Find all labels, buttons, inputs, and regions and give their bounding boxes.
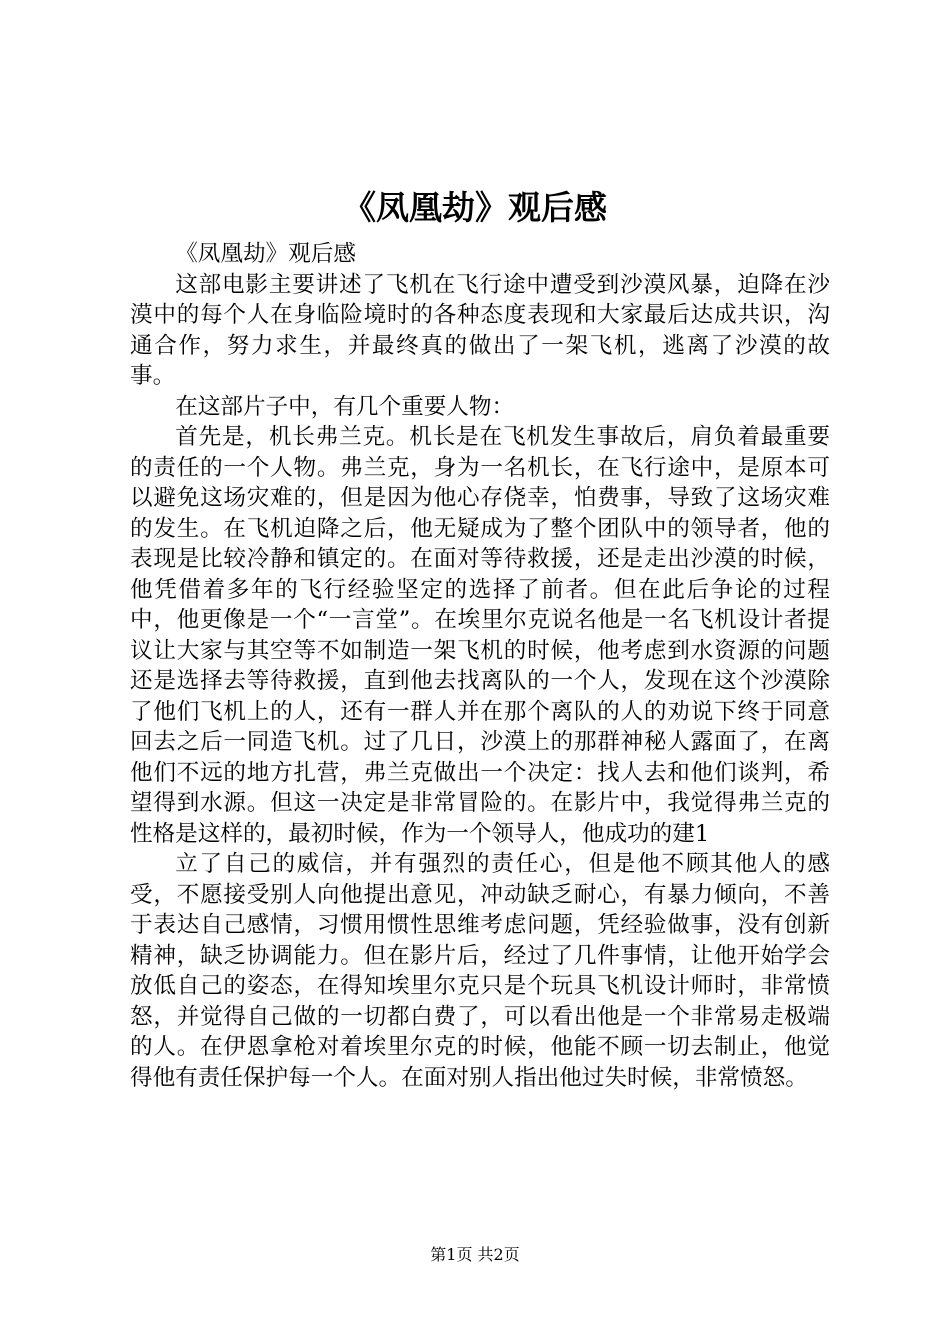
document-title: 《凤凰劫》观后感 xyxy=(343,188,607,227)
paragraph: 在这部片子中，有几个重要人物： xyxy=(175,393,515,420)
paragraph: 立了自己的威信，并有强烈的责任心，但是他不顾其他人的感受，不愿接受别人向他提出意见，冲动缺乏耐心，有暴力倾向，不善于表达自己感情，习惯用惯性思维考虑问题，凭经验做事，没有创新精神，缺乏协调能力。但在影片后，经过了几件事情，让他开始学会放低自己的姿态，在得知埃里尔克只是个玩具飞机设计师时，非常愤怒，并觉得自己做的一切都白费了，可以看出他是一个非常易走极端的人。在伊恩拿枪对着埃里尔克的时候，他能不顾一切去制止，他觉得他有责任保护每一个人。在面对别人指出他过失时候，非常愤怒。 xyxy=(130,851,830,1091)
paragraph: 这部电影主要讲述了飞机在飞行途中遭受到沙漠风暴，迫降在沙漠中的每个人在身临险境时的各种态度表现和大家最后达成共识，沟通合作，努力求生，并最终真的做出了一架飞机，逃离了沙漠的故事。 xyxy=(130,271,830,389)
document-body xyxy=(130,239,830,1093)
paragraph: 首先是，机长弗兰克。机长是在飞机发生事故后，肩负着最重要的责任的一个人物。弗兰克，身为一名机长，在飞行途中，是原本可以避免这场灾难的，但是因为他心存侥幸，怕费事，导致了这场灾难的发生。在飞机迫降之后，他无疑成为了整个团队中的领导者，他的表现是比较冷静和镇定的。在面对等待救援，还是走出沙漠的时候，他凭借着多年的飞行经验坚定的选择了前者。但在此后争论的过程中，他更像是一个“一言堂”。在埃里尔克说名他是一名飞机设计者提议让大家与其空等不如制造一架飞机的时候，他考虑到水资源的问题还是选择去等待救援，直到他去找离队的一个人，发现在这个沙漠除了他们飞机上的人，还有一群人并在那个离队的人的劝说下终于同意回去之后一同造飞机。过了几日，沙漠上的那群神秘人露面了，在离他们不远的地方扎营，弗兰克做出一个决定：找人去和他们谈判，希望得到水源。但这一决定是非常冒险的。在影片中，我觉得弗兰克的性格是这样的，最初时候，作为一个领导人，他成功的建1 xyxy=(130,424,830,847)
paragraph-subtitle: 《凤凰劫》观后感 xyxy=(175,241,356,267)
page-footer: 第1页 共2页 xyxy=(430,1245,520,1264)
